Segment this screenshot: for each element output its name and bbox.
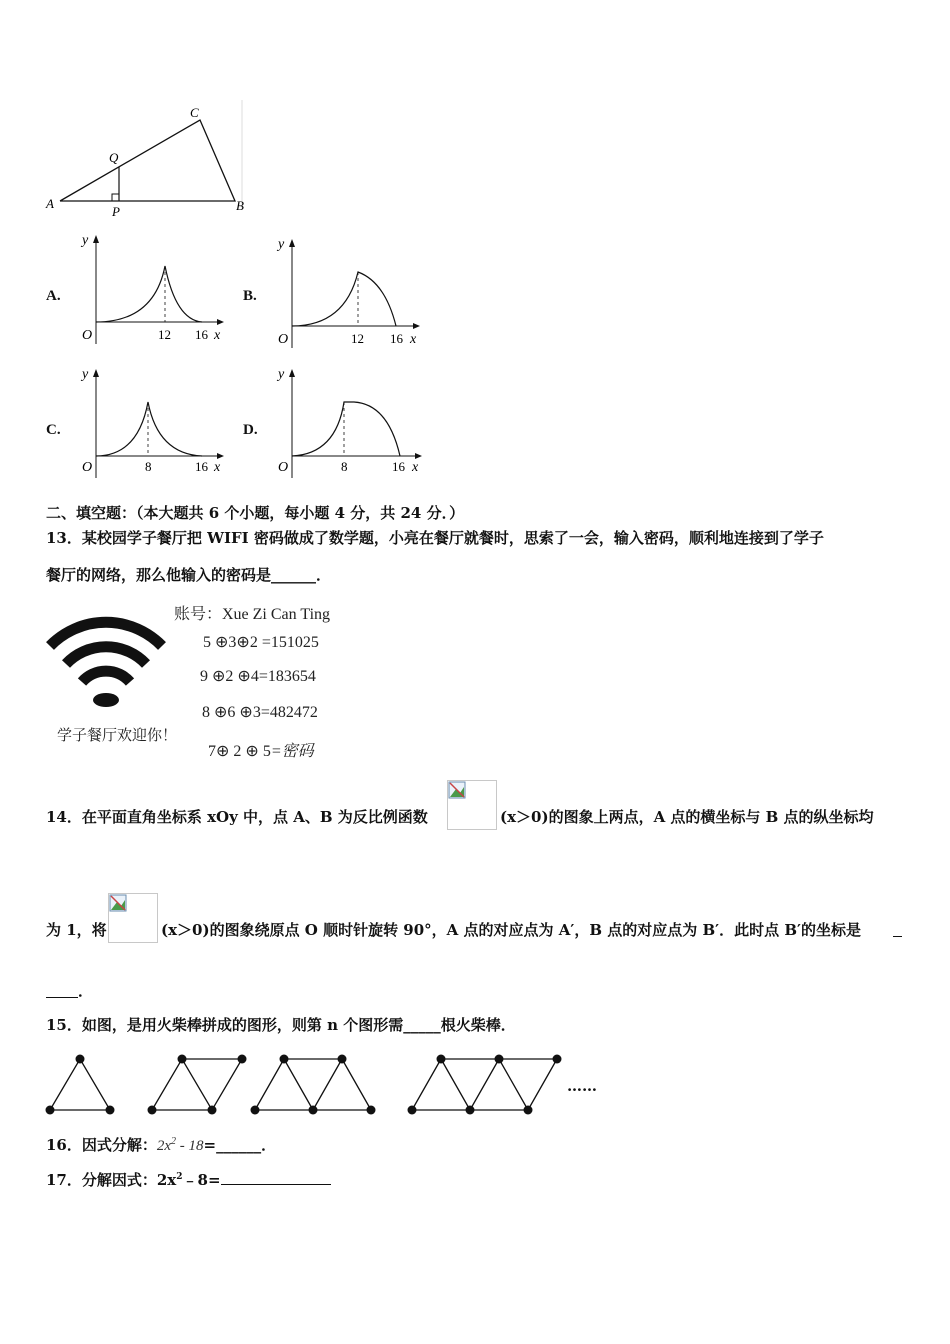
q15-ellipsis: …… [567, 1077, 597, 1095]
q14-part5: ． [78, 982, 94, 1000]
peak-tick: 8 [341, 459, 348, 474]
q14-part1: 14．在平面直角坐标系 xOy 中，点 A、B 为反比例函数 [46, 808, 428, 826]
operand: 4 [250, 668, 259, 685]
label-p: P [112, 204, 120, 219]
operand: 5 [203, 634, 211, 651]
q16-suffix: =______． [203, 1136, 277, 1154]
operand: 6 [227, 704, 236, 721]
circle-plus-icon: ⊕ [216, 743, 230, 760]
origin-label: O [82, 328, 93, 343]
y-axis-label: y [278, 367, 285, 382]
operand: 2 [225, 668, 234, 685]
label-a: A [46, 196, 54, 211]
peak-tick: 8 [145, 459, 152, 474]
q13-line1: 13．某校园学子餐厅把 WIFI 密码做成了数学题，小亮在餐厅就餐时，思索了一会，输入密码，顺利地连接到了学子 [46, 529, 824, 547]
q17-exponent: 2 [176, 1172, 183, 1182]
result: =482472 [260, 704, 318, 721]
q17-line [46, 1171, 331, 1188]
circle-plus-icon: ⊕ [212, 668, 226, 685]
q15-text: 15．如图，是用火柴棒拼成的图形，则第 n 个图形需_____根火柴棒． [46, 1016, 516, 1034]
origin-label: O [278, 460, 289, 475]
wifi-icon [44, 606, 168, 712]
q14-part2: (x＞0)的图象上两点，A 点的横坐标与 B 点的纵坐标均 [500, 808, 874, 826]
x-axis-label: x [214, 328, 221, 343]
operand: 7 [208, 743, 216, 760]
broken-image-formula [447, 780, 497, 830]
q16-line [46, 1137, 276, 1154]
circle-plus-icon: ⊕ [236, 634, 250, 651]
wifi-account: 账号：Xue Zi Can Ting [174, 606, 331, 623]
option-a-graph [74, 232, 226, 352]
origin-label: O [278, 332, 289, 347]
section-heading: 二、填空题：（本大题共 6 个小题，每小题 4 分，共 24 分．） [46, 504, 465, 522]
end-tick: 16 [390, 331, 403, 346]
y-axis-label: y [278, 237, 285, 252]
answer-blank [893, 936, 902, 937]
broken-image-formula [108, 893, 158, 943]
circle-plus-icon: ⊕ [237, 668, 251, 685]
operand: 2 [249, 634, 258, 651]
operand: 2 [233, 743, 242, 760]
equation-row [200, 666, 316, 686]
option-a-label: A. [46, 288, 61, 304]
answer-blank [46, 997, 78, 998]
y-axis-label: y [82, 367, 89, 382]
broken-image-icon [448, 781, 466, 799]
operand: 9 [200, 668, 208, 685]
x-axis-label: x [214, 460, 221, 475]
label-b: B [236, 198, 244, 213]
label-c: C [190, 105, 199, 120]
triangle-figure [40, 100, 250, 220]
result: =183654 [258, 668, 316, 685]
circle-plus-icon: ⊕ [245, 743, 259, 760]
y-axis-label: y [82, 233, 89, 248]
x-axis-label: x [410, 332, 417, 347]
option-d-label: D. [243, 422, 258, 438]
answer-blank [221, 1171, 331, 1185]
option-b-graph [270, 236, 422, 356]
matchstick-figures [40, 1050, 620, 1120]
option-c-label: C. [46, 422, 61, 438]
q14-part4: (x＞0)的图象绕原点 O 顺时针旋转 90°，A 点的对应点为 A′，B 点的对应点为 B′．此时点 B′的坐标是 [161, 921, 861, 939]
result: =密码 [270, 743, 314, 760]
equation-row [208, 738, 314, 761]
option-b-label: B. [243, 288, 257, 304]
label-q: Q [109, 150, 119, 165]
wifi-welcome: 学子餐厅欢迎你！ [57, 726, 178, 744]
q13-line2: 餐厅的网络，那么他输入的密码是______． [46, 566, 332, 584]
end-tick: 16 [195, 327, 208, 342]
origin-label: O [82, 460, 93, 475]
equation-row [202, 702, 318, 722]
circle-plus-icon: ⊕ [215, 634, 229, 651]
expr-exponent: 2 [171, 1136, 177, 1147]
operand: 3 [252, 704, 261, 721]
peak-tick: 12 [158, 327, 171, 342]
broken-image-icon [109, 894, 127, 912]
expr-part: 2x [156, 1138, 172, 1154]
q16-prefix: 16．因式分解： [46, 1136, 157, 1154]
q17-prefix: 17．分解因式：2x [46, 1171, 177, 1189]
option-c-graph [74, 366, 226, 486]
x-axis-label: x [412, 460, 419, 475]
end-tick: 16 [195, 459, 208, 474]
option-d-graph [270, 366, 424, 486]
operand: 5 [262, 743, 271, 760]
equation-row [203, 632, 319, 652]
circle-plus-icon: ⊕ [239, 704, 253, 721]
operand: 8 [202, 704, 210, 721]
q14-part3: 为 1，将 [46, 921, 107, 939]
q17-suffix: ﹣8= [182, 1171, 221, 1189]
peak-tick: 12 [351, 331, 364, 346]
end-tick: 16 [392, 459, 405, 474]
operand: 3 [228, 634, 237, 651]
circle-plus-icon: ⊕ [214, 704, 228, 721]
result: =151025 [261, 634, 319, 651]
expr-part: - 18 [176, 1138, 204, 1154]
q16-expression [157, 1138, 204, 1154]
